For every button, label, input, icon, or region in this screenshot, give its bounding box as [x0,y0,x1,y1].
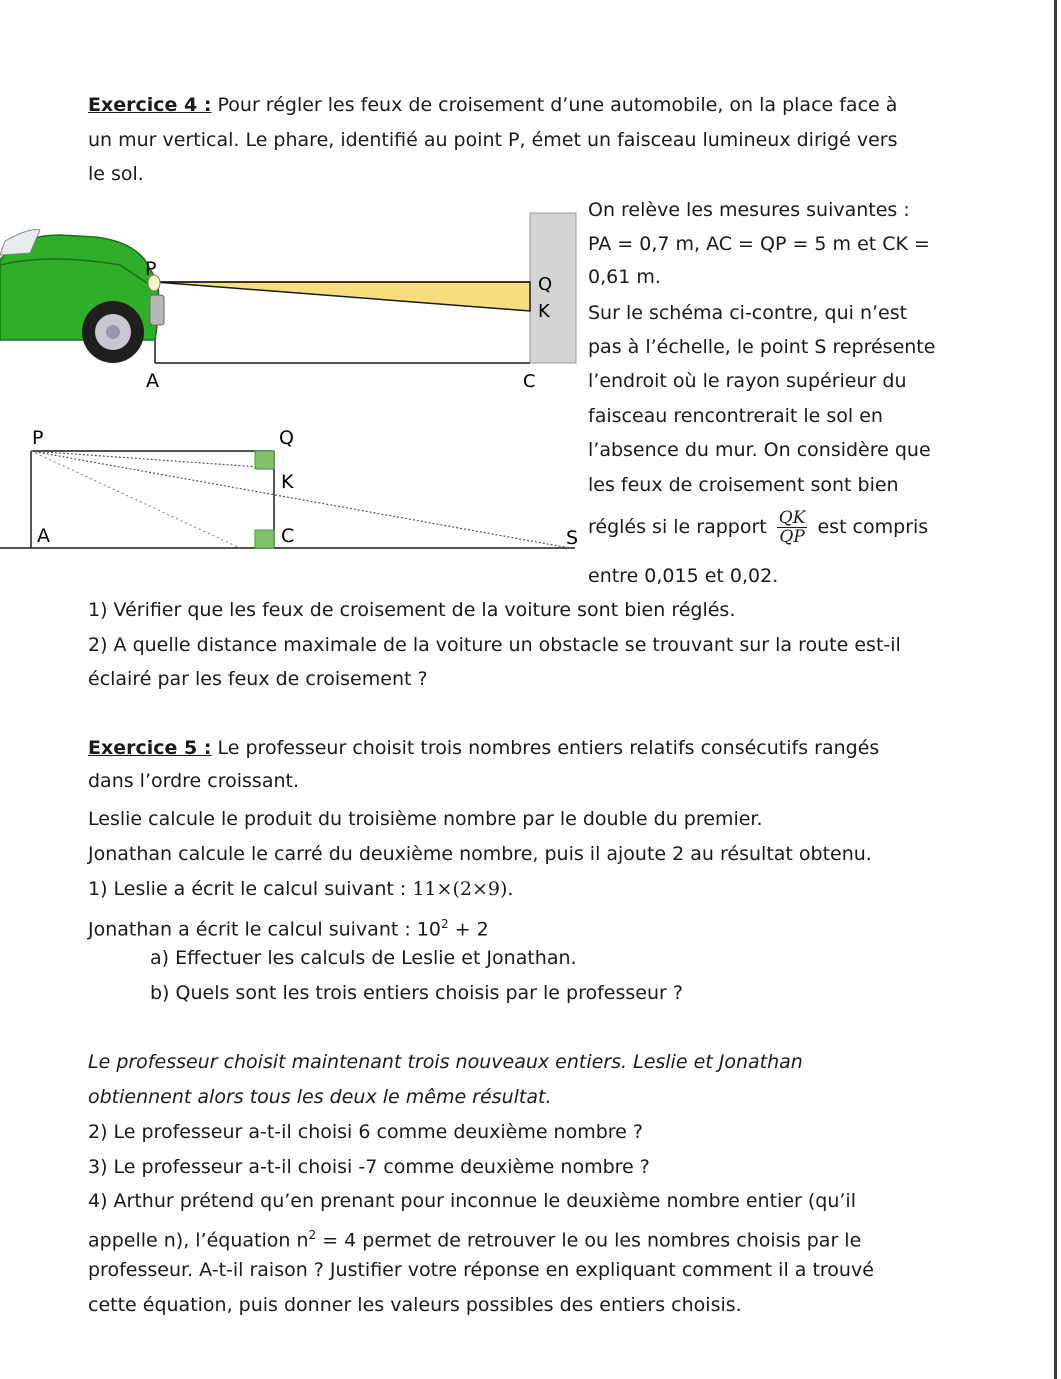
bumper [150,295,164,325]
wall [530,213,576,363]
ex5-leslie: Leslie calcule le produit du troisième nombre par le double du premier. [88,808,763,830]
label-P: P [32,427,44,449]
ray-extra [31,451,240,548]
ex4-side-line-4: Sur le schéma ci-contre, qui n’est [588,302,908,324]
ex4-question-2-line-1: 2) A quelle distance maximale de la voiture un obstacle se trouvant sur la route est-il [88,634,901,656]
label-top-K: K [538,301,550,322]
ex5-q1b-exponent: 2 [440,917,449,931]
ex5-question-b: b) Quels sont les trois entiers choisis par le professeur ? [150,982,683,1004]
label-Q: Q [279,427,294,449]
ex4-title: Exercice 4 : [88,94,212,116]
ex4-side-line-9: les feux de croisement sont bien [588,474,899,496]
ratio-fraction [777,509,808,546]
light-beam [155,282,530,311]
right-angle-C [255,530,274,548]
ex5-question-3: 3) Le professeur a-t-il choisi -7 comme deuxième nombre ? [88,1156,650,1178]
ex4-question-2-line-2: éclairé par les feux de croisement ? [88,668,428,690]
ex4-frac-after: est compris [817,516,929,538]
label-C: C [281,525,295,547]
ray-to-K [31,451,274,468]
right-angle-Q [255,451,274,469]
ex5-q4-post: = 4 permet de retrouver le ou les nombres choisis par le [316,1229,862,1252]
ex4-intro-line-1 [88,92,897,118]
ex5-question-2: 2) Le professeur a-t-il choisi 6 comme deuxième nombre ? [88,1121,643,1143]
ex5-q1-calc: 11×(2×9). [412,878,514,900]
ex4-side-line-10 [588,507,928,547]
ex4-intro-text: Pour régler les feux de croisement d’une automobile, on la place face à [211,94,898,116]
schematic-figure [0,418,585,558]
ex4-side-line-5: pas à l’échelle, le point S représente [588,336,936,358]
ex4-side-line-1: On relève les mesures suivantes : [588,199,910,221]
ex5-question-4-line-4: cette équation, puis donner les valeurs possibles des entiers choisis. [88,1294,742,1316]
label-K: K [281,471,294,493]
page-edge [1054,0,1057,1379]
ex5-q4-pre: appelle n), l’équation n [88,1229,309,1252]
ex5-intro-line-1 [88,735,879,761]
label-top-A: A [146,370,159,392]
ex4-side-line-3: 0,61 m. [588,266,661,288]
car-illustration [0,229,164,363]
ex5-q4-exponent: 2 [308,1228,317,1242]
ex4-side-line-2: PA = 0,7 m, AC = QP = 5 m et CK = [588,233,930,255]
fraction-denominator: QP [779,527,805,547]
label-top-Q: Q [538,274,553,295]
label-A: A [37,525,50,547]
headlight-figure [0,205,585,400]
ex5-q1b-pre: Jonathan a écrit le calcul suivant : 10 [88,918,441,941]
ex5-italic-line-1: Le professeur choisit maintenant trois nouveaux entiers. Leslie et Jonathan [88,1051,803,1073]
ex5-q1b-post: + 2 [448,918,489,941]
ex5-question-1b [88,911,489,942]
ex4-frac-before: réglés si le rapport [588,516,767,538]
ex5-intro-line-2: dans l’ordre croissant. [88,770,300,792]
label-top-C: C [523,371,536,392]
ex5-question-a: a) Effectuer les calculs de Leslie et Jonathan. [150,947,577,969]
ex5-title: Exercice 5 : [88,737,212,759]
ex4-side-line-8: l’absence du mur. On considère que [588,439,931,461]
ex4-side-line-7: faisceau rencontrerait le sol en [588,405,883,427]
ex4-intro-line-3: le sol. [88,163,144,185]
label-top-P: P [145,258,157,280]
ex4-side-line-6: l’endroit où le rayon supérieur du [588,370,907,392]
ex5-question-4-line-3: professeur. A-t-il raison ? Justifier votre réponse en expliquant comment il a trouvé [88,1259,874,1281]
fraction-numerator: QK [778,508,806,528]
ex5-jonathan: Jonathan calcule le carré du deuxième nombre, puis il ajoute 2 au résultat obtenu. [88,843,872,865]
ex5-q1-text: 1) Leslie a écrit le calcul suivant : [88,878,407,900]
ex5-question-1a [88,876,513,902]
ex5-question-4-line-1: 4) Arthur prétend qu’en prenant pour inconnue le deuxième nombre entier (qu’il [88,1190,856,1212]
ex4-question-1: 1) Vérifier que les feux de croisement de la voiture sont bien réglés. [88,599,736,621]
ex5-intro-text: Le professeur choisit trois nombres entiers relatifs consécutifs rangés [211,737,880,759]
ex4-intro-line-2: un mur vertical. Le phare, identifié au point P, émet un faisceau lumineux dirigé vers [88,129,898,151]
label-S: S [566,527,579,549]
ray-to-S [31,451,570,548]
ex5-italic-line-2: obtiennent alors tous les deux le même résultat. [88,1086,552,1108]
ex5-question-4-line-2 [88,1222,861,1253]
ex4-side-line-11: entre 0,015 et 0,02. [588,565,779,587]
